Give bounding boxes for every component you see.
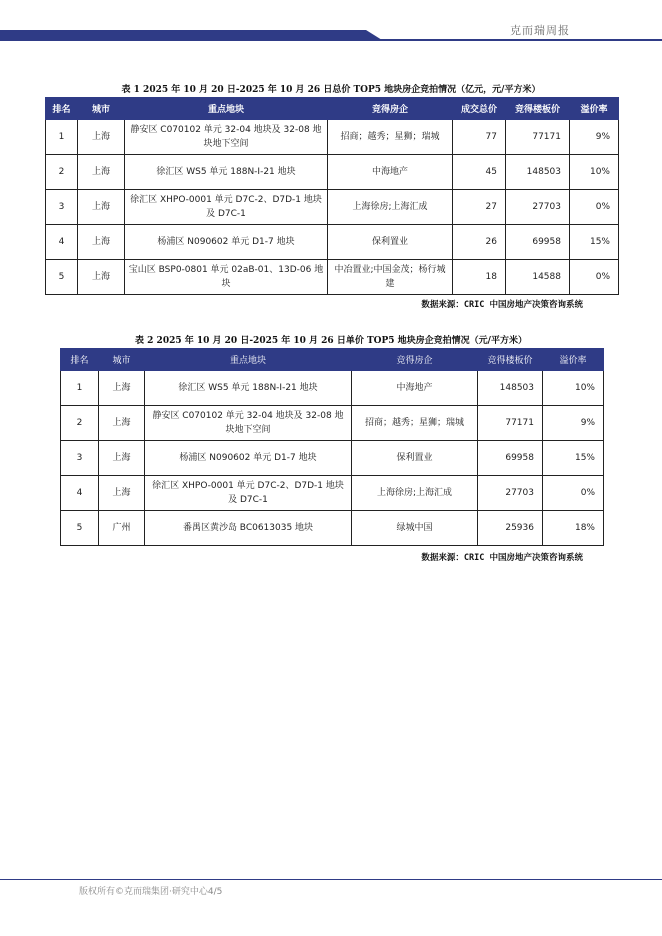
cell-rank: 4 [46, 225, 78, 260]
cell-floor-price: 148503 [506, 155, 570, 190]
cell-rank: 3 [46, 190, 78, 225]
cell-buyer: 中冶置业;中国金茂；杨行城建 [328, 260, 453, 295]
cell-rank: 2 [46, 155, 78, 190]
cell-buyer: 保利置业 [328, 225, 453, 260]
cell-buyer: 中海地产 [328, 155, 453, 190]
table1-col-plot: 重点地块 [125, 98, 328, 120]
cell-city: 上海 [78, 120, 125, 155]
table1-col-floor-price: 竞得楼板价 [506, 98, 570, 120]
table1-header-row [46, 98, 619, 120]
cell-floor-price: 27703 [478, 476, 543, 511]
cell-premium: 10% [570, 155, 619, 190]
cell-floor-price: 25936 [478, 511, 543, 546]
cell-plot: 徐汇区 XHPO-0001 单元 D7C-2、D7D-1 地块及 D7C-1 [145, 476, 352, 511]
cell-floor-price: 27703 [506, 190, 570, 225]
footer-copyright: 版权所有©克而瑞集团·研究中心4/5 [79, 887, 223, 897]
table-row [46, 260, 619, 295]
table2-col-buyer: 竞得房企 [352, 349, 478, 371]
cell-rank: 1 [61, 371, 99, 406]
cell-plot: 宝山区 BSP0-0801 单元 02aB-01、13D-06 地块 [125, 260, 328, 295]
cell-buyer: 绿城中国 [352, 511, 478, 546]
cell-premium: 9% [570, 120, 619, 155]
cell-city: 广州 [99, 511, 145, 546]
cell-floor-price: 69958 [506, 225, 570, 260]
table-row [46, 225, 619, 260]
table1-col-city: 城市 [78, 98, 125, 120]
cell-floor-price: 69958 [478, 441, 543, 476]
cell-rank: 5 [46, 260, 78, 295]
table2-source: 数据来源：CRIC 中国房地产决策咨询系统 [421, 553, 583, 563]
cell-floor-price: 77171 [506, 120, 570, 155]
cell-plot: 徐汇区 WS5 单元 188N-I-21 地块 [125, 155, 328, 190]
cell-total: 27 [453, 190, 506, 225]
cell-city: 上海 [78, 155, 125, 190]
table-row [46, 155, 619, 190]
table2-caption: 表 2 2025 年 10 月 20 日-2025 年 10 月 26 日单价 TOP5 地块房企竞拍情况（元/平方米） [135, 336, 527, 346]
cell-buyer: 上海徐房;上海汇成 [328, 190, 453, 225]
table1-col-buyer: 竞得房企 [328, 98, 453, 120]
cell-floor-price: 148503 [478, 371, 543, 406]
cell-plot: 静安区 C070102 单元 32-04 地块及 32-08 地块地下空间 [125, 120, 328, 155]
cell-rank: 3 [61, 441, 99, 476]
cell-floor-price: 14588 [506, 260, 570, 295]
cell-premium: 0% [570, 260, 619, 295]
cell-city: 上海 [99, 406, 145, 441]
table1-col-rank: 排名 [46, 98, 78, 120]
table-row [61, 371, 604, 406]
cell-city: 上海 [78, 190, 125, 225]
cell-city: 上海 [99, 441, 145, 476]
cell-premium: 15% [543, 441, 604, 476]
table-row [61, 476, 604, 511]
table1-caption: 表 1 2025 年 10 月 20 日-2025 年 10 月 26 日总价 TOP5 地块房企竞拍情况（亿元，元/平方米） [121, 85, 541, 95]
cell-total: 18 [453, 260, 506, 295]
cell-total: 26 [453, 225, 506, 260]
table1 [45, 97, 619, 295]
cell-premium: 10% [543, 371, 604, 406]
cell-buyer: 中海地产 [352, 371, 478, 406]
cell-city: 上海 [78, 225, 125, 260]
cell-premium: 0% [570, 190, 619, 225]
cell-buyer: 保利置业 [352, 441, 478, 476]
table1-source: 数据来源：CRIC 中国房地产决策咨询系统 [421, 300, 583, 310]
table2-col-floor-price: 竞得楼板价 [478, 349, 543, 371]
table1-col-premium: 溢价率 [570, 98, 619, 120]
table2-col-city: 城市 [99, 349, 145, 371]
cell-premium: 18% [543, 511, 604, 546]
cell-city: 上海 [99, 371, 145, 406]
cell-total: 45 [453, 155, 506, 190]
cell-plot: 杨浦区 N090602 单元 D1-7 地块 [145, 441, 352, 476]
table1-col-total: 成交总价 [453, 98, 506, 120]
table2-header-row [61, 349, 604, 371]
cell-rank: 5 [61, 511, 99, 546]
cell-plot: 静安区 C070102 单元 32-04 地块及 32-08 地块地下空间 [145, 406, 352, 441]
cell-rank: 4 [61, 476, 99, 511]
cell-buyer: 上海徐房;上海汇成 [352, 476, 478, 511]
table-row [46, 190, 619, 225]
header-rule [0, 39, 662, 41]
cell-city: 上海 [78, 260, 125, 295]
footer-rule [0, 879, 662, 880]
cell-buyer: 招商；越秀；星狮；瑞城 [328, 120, 453, 155]
cell-buyer: 招商；越秀；星狮；瑞城 [352, 406, 478, 441]
cell-plot: 徐汇区 XHPO-0001 单元 D7C-2、D7D-1 地块及 D7C-1 [125, 190, 328, 225]
cell-city: 上海 [99, 476, 145, 511]
cell-premium: 9% [543, 406, 604, 441]
cell-rank: 1 [46, 120, 78, 155]
cell-premium: 0% [543, 476, 604, 511]
table-row [61, 441, 604, 476]
table-row [61, 406, 604, 441]
cell-plot: 番禺区黄沙岛 BC0613035 地块 [145, 511, 352, 546]
table2 [60, 348, 604, 546]
cell-total: 77 [453, 120, 506, 155]
table-row [61, 511, 604, 546]
table-row [46, 120, 619, 155]
cell-plot: 徐汇区 WS5 单元 188N-I-21 地块 [145, 371, 352, 406]
brand-name: 克而瑞周报 [510, 24, 570, 37]
cell-plot: 杨浦区 N090602 单元 D1-7 地块 [125, 225, 328, 260]
table2-col-plot: 重点地块 [145, 349, 352, 371]
table2-col-rank: 排名 [61, 349, 99, 371]
cell-floor-price: 77171 [478, 406, 543, 441]
cell-premium: 15% [570, 225, 619, 260]
table2-col-premium: 溢价率 [543, 349, 604, 371]
cell-rank: 2 [61, 406, 99, 441]
